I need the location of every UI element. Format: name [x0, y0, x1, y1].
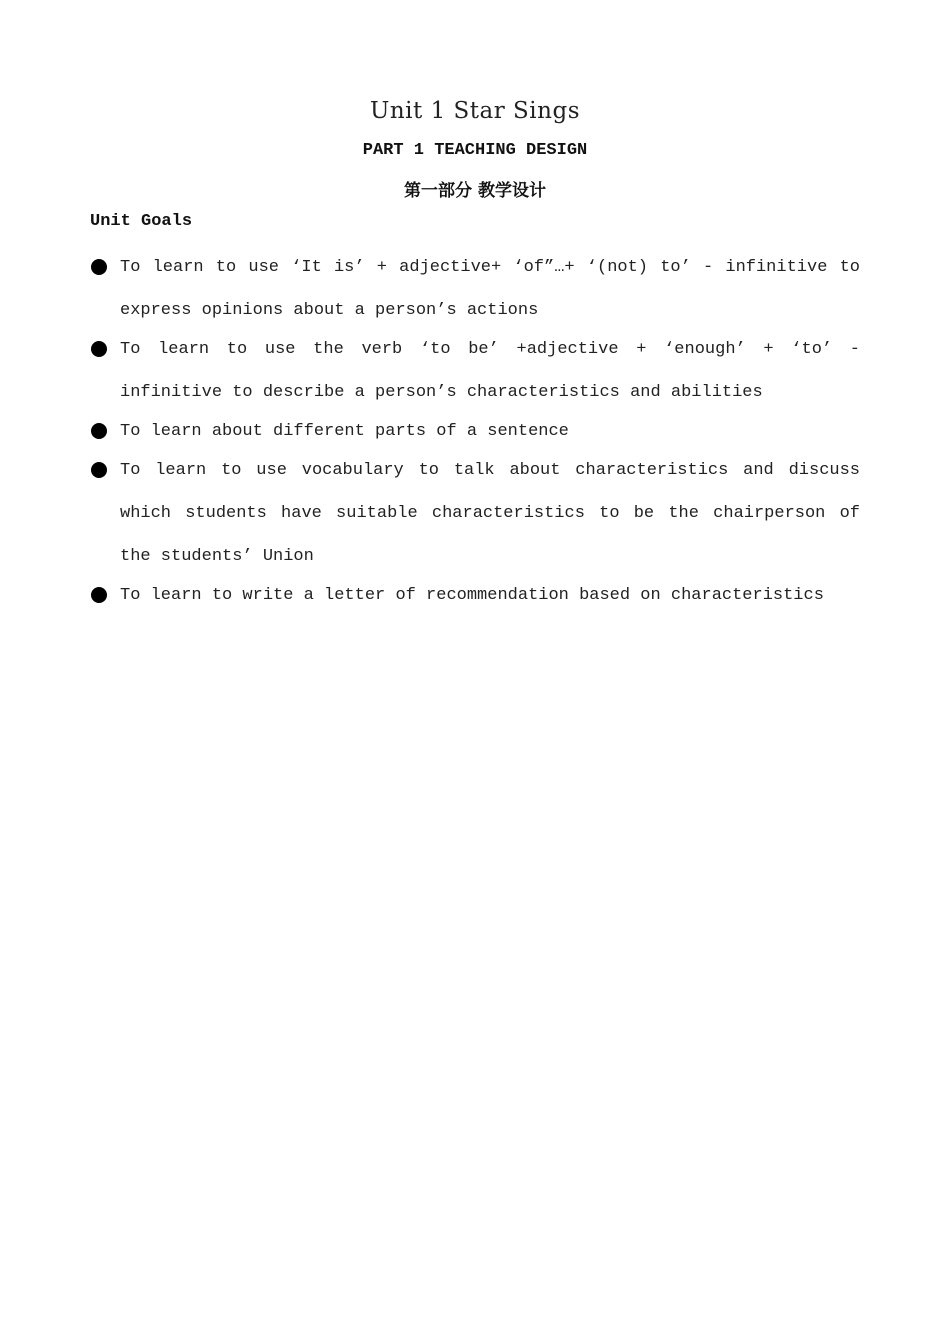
list-item [90, 246, 860, 332]
document-title: Unit 1 Star Sings [369, 98, 581, 124]
list-item [90, 449, 860, 578]
bullet-icon [91, 341, 107, 357]
document-subtitle-chinese: 第一部分 教学设计 [404, 181, 546, 201]
unit-goals-list [90, 246, 860, 613]
document-subtitle: PART 1 TEACHING DESIGN [362, 141, 588, 160]
list-item [90, 574, 860, 617]
list-item [90, 328, 860, 414]
goal-text: To learn to use ‘It is’ + adjective+ ‘of”…+ ‘(not) to’ - infinitive to express opinions about a person’s actions [120, 258, 860, 320]
bullet-icon [91, 423, 107, 439]
goal-text: To learn to use the verb ‘to be’ +adjective + ‘enough’ + ‘to’ - infinitive to describe a person’s characteristics and abilities [120, 340, 860, 402]
goal-text: To learn to write a letter of recommendation based on characteristics [120, 586, 824, 605]
list-item [90, 410, 860, 453]
bullet-icon [91, 587, 107, 603]
bullet-icon [91, 462, 107, 478]
goal-text: To learn to use vocabulary to talk about characteristics and discuss which students have suitable characteristics to be the chairperson of the students’ Union [120, 461, 860, 566]
bullet-icon [91, 259, 107, 275]
goal-text: To learn about different parts of a sentence [120, 422, 569, 441]
section-heading-unit-goals: Unit Goals [90, 212, 193, 231]
